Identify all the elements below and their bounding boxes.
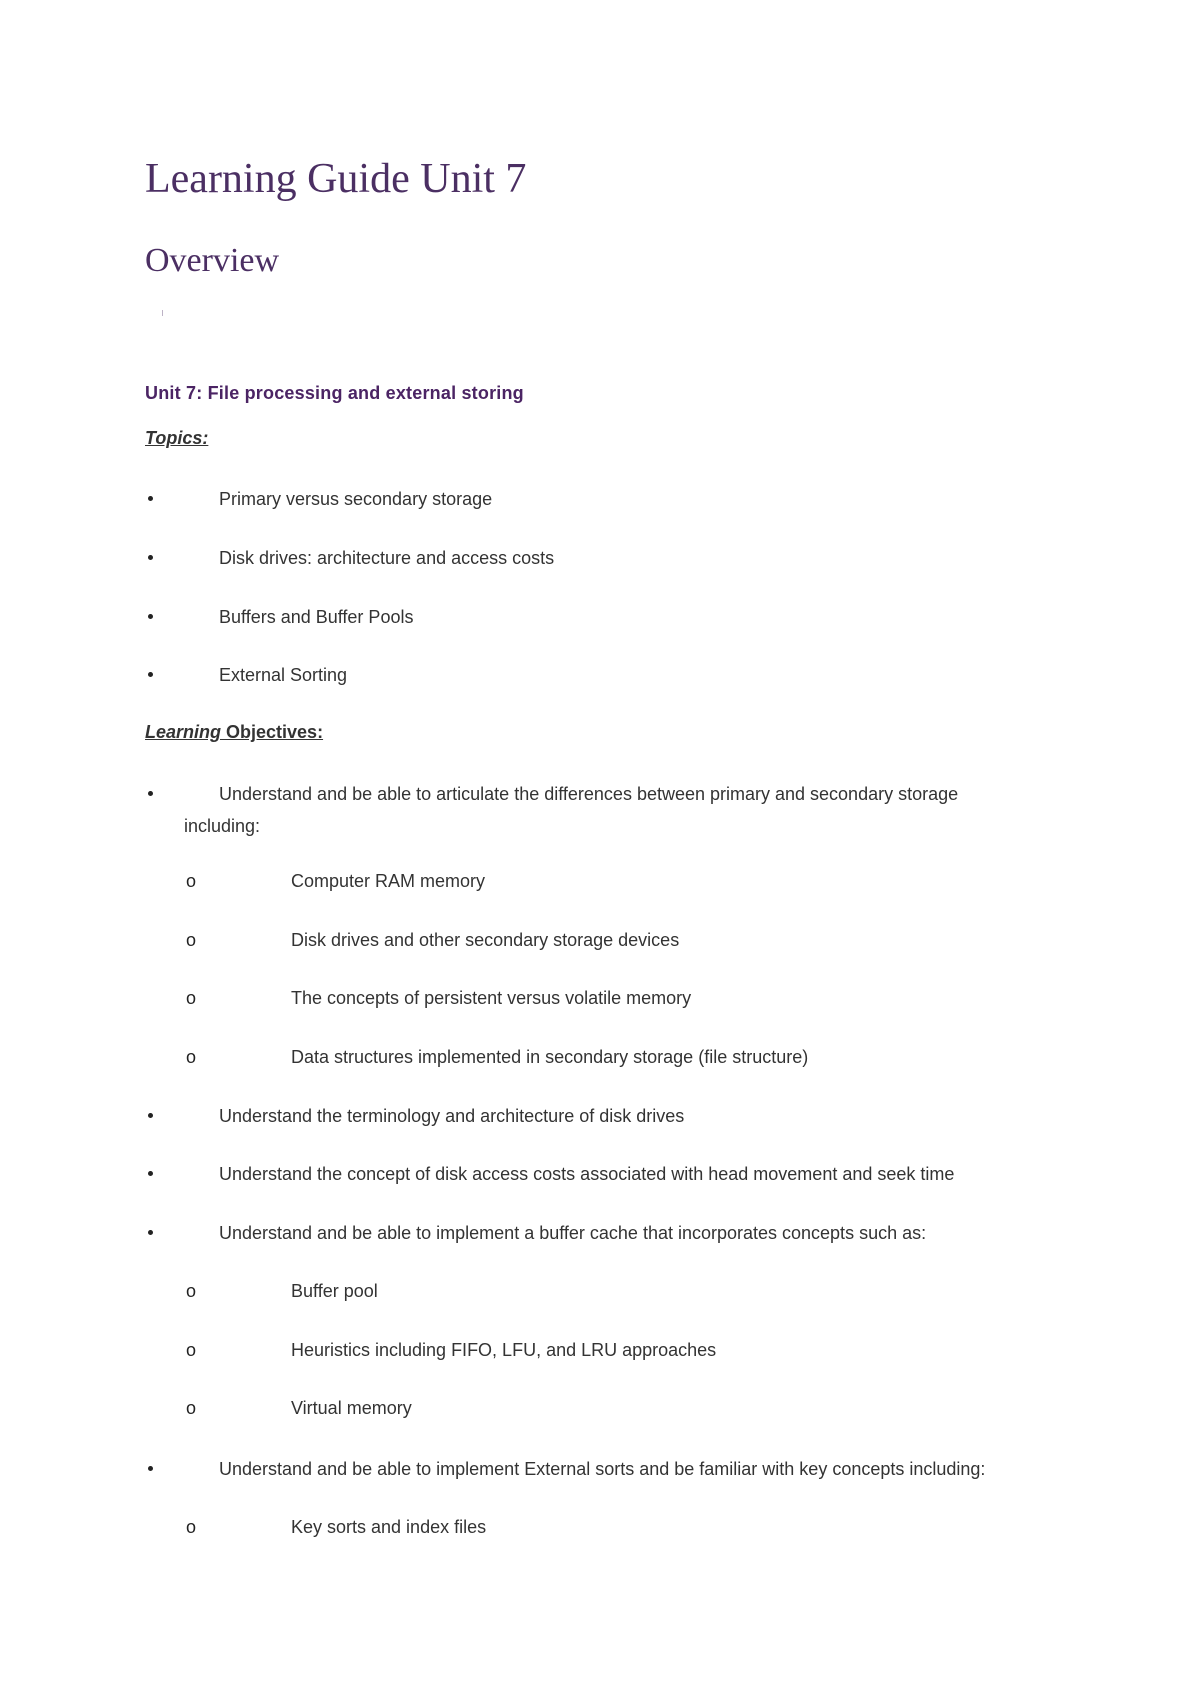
objective-sub-item: Disk drives and other secondary storage devices (291, 930, 680, 950)
bullet-marker (148, 496, 153, 501)
bullet-marker (148, 1171, 153, 1176)
sub-bullet-marker: o (186, 1281, 197, 1301)
topic-item: Primary versus secondary storage (219, 489, 493, 509)
objective-item: Understand and be able to articulate the differences between primary and secondary storage (219, 784, 959, 804)
sub-bullet-marker: o (186, 1047, 197, 1067)
sub-bullet-marker: o (186, 1517, 197, 1537)
objective-item: Understand and be able to implement External sorts and be familiar with key concepts including: (219, 1459, 986, 1479)
bullet-marker (148, 791, 153, 796)
sub-bullet-marker: o (186, 988, 197, 1008)
unit-heading: Unit 7: File processing and external storing (145, 383, 524, 403)
objectives-label (145, 722, 323, 743)
sub-bullet-marker: o (186, 871, 197, 891)
objectives-label-italic: Learning (145, 722, 222, 742)
objective-sub-item: Computer RAM memory (291, 871, 486, 891)
sub-bullet-marker: o (186, 1340, 197, 1360)
topic-item: External Sorting (219, 665, 348, 685)
topic-item: Buffers and Buffer Pools (219, 607, 414, 627)
objective-sub-item: Key sorts and index files (291, 1517, 487, 1537)
objective-sub-item: Data structures implemented in secondary storage (file structure) (291, 1047, 809, 1067)
objective-item: Understand and be able to implement a buffer cache that incorporates concepts such as: (219, 1223, 927, 1243)
sub-bullet-marker: o (186, 1398, 197, 1418)
objective-sub-item: Virtual memory (291, 1398, 412, 1418)
overview-heading: Overview (145, 242, 280, 279)
bullet-marker (148, 1466, 153, 1471)
objective-sub-item: Heuristics including FIFO, LFU, and LRU approaches (291, 1340, 717, 1360)
bullet-marker (148, 614, 153, 619)
objective-item-continuation: including: (184, 816, 261, 836)
bullet-marker (148, 1113, 153, 1118)
sub-bullet-marker: o (186, 930, 197, 950)
objective-sub-item: The concepts of persistent versus volatile memory (291, 988, 692, 1008)
objective-item: Understand the terminology and architecture of disk drives (219, 1106, 685, 1126)
topic-item: Disk drives: architecture and access costs (219, 548, 555, 568)
page-title: Learning Guide Unit 7 (145, 156, 527, 202)
decorative-tick (162, 310, 163, 316)
bullet-marker (148, 555, 153, 560)
objectives-label-rest: Objectives: (221, 722, 324, 742)
objective-item: Understand the concept of disk access costs associated with head movement and seek time (219, 1164, 955, 1184)
bullet-marker (148, 672, 153, 677)
bullet-marker (148, 1230, 153, 1235)
topics-label: Topics: (145, 428, 209, 448)
objective-sub-item: Buffer pool (291, 1281, 378, 1301)
